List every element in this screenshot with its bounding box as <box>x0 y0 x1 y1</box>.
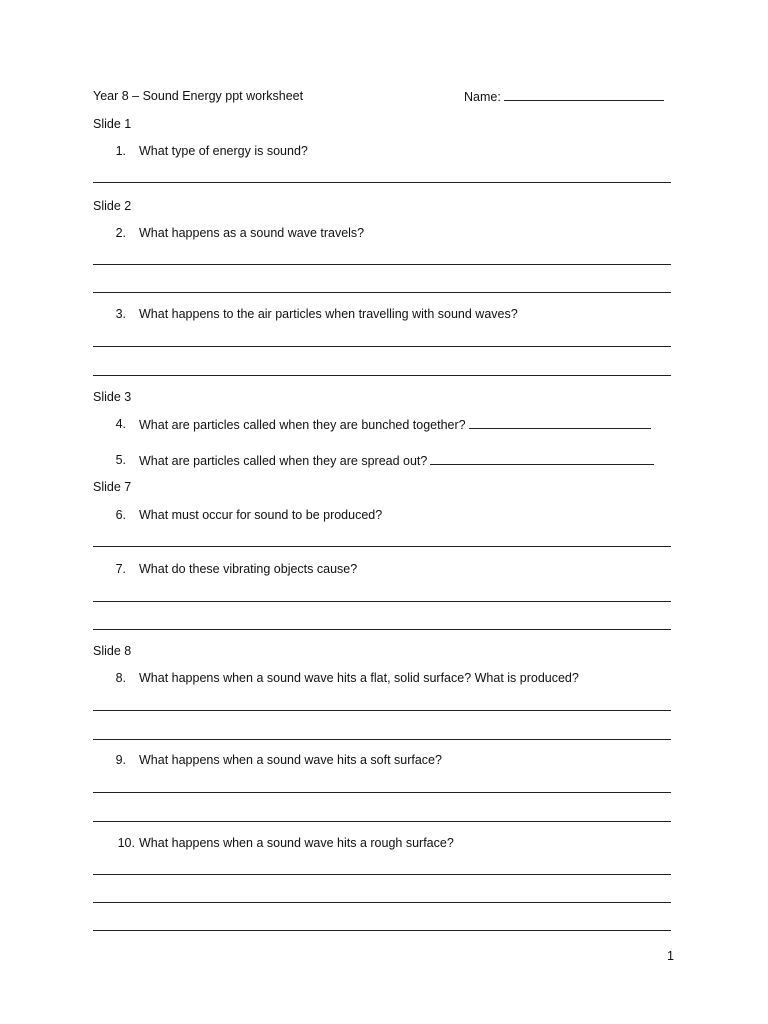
name-label: Name: <box>464 90 501 104</box>
question-5 <box>139 452 654 469</box>
question-text: What must occur for sound to be produced? <box>139 508 383 522</box>
answer-line[interactable] <box>93 546 671 547</box>
question-number: 5. <box>115 453 126 467</box>
section-heading-slide-3: Slide 3 <box>93 390 132 404</box>
answer-line[interactable] <box>93 375 671 376</box>
name-field[interactable] <box>464 88 664 105</box>
question-text: What happens when a sound wave hits a flat, solid surface? What is produced? <box>139 671 579 685</box>
section-heading-slide-1: Slide 1 <box>93 117 132 131</box>
question-text: What are particles called when they are bunched together? <box>139 418 466 432</box>
answer-line[interactable] <box>93 346 671 347</box>
question-number: 6. <box>115 508 126 522</box>
answer-line[interactable] <box>93 264 671 265</box>
answer-line[interactable] <box>93 601 671 602</box>
question-number: 8. <box>115 671 126 685</box>
question-number: 7. <box>115 562 126 576</box>
question-text: What happens when a sound wave hits a rough surface? <box>139 836 454 850</box>
section-heading-slide-2: Slide 2 <box>93 199 132 213</box>
answer-blank[interactable] <box>430 452 654 465</box>
question-number: 9. <box>115 753 126 767</box>
answer-line[interactable] <box>93 739 671 740</box>
question-text: What happens as a sound wave travels? <box>139 226 365 240</box>
question-text: What happens when a sound wave hits a soft surface? <box>139 753 442 767</box>
question-text: What happens to the air particles when travelling with sound waves? <box>139 307 518 321</box>
answer-line[interactable] <box>93 902 671 903</box>
answer-line[interactable] <box>93 821 671 822</box>
answer-line[interactable] <box>93 792 671 793</box>
section-heading-slide-7: Slide 7 <box>93 480 132 494</box>
question-number: 2. <box>115 226 126 240</box>
answer-line[interactable] <box>93 629 671 630</box>
question-text: What are particles called when they are spread out? <box>139 454 428 468</box>
question-4 <box>139 416 651 433</box>
question-text: What type of energy is sound? <box>139 144 308 158</box>
answer-blank[interactable] <box>469 416 651 429</box>
answer-line[interactable] <box>93 292 671 293</box>
answer-line[interactable] <box>93 930 671 931</box>
answer-line[interactable] <box>93 710 671 711</box>
question-number: 3. <box>115 307 126 321</box>
worksheet-title: Year 8 – Sound Energy ppt worksheet <box>93 89 304 103</box>
answer-line[interactable] <box>93 182 671 183</box>
question-text: What do these vibrating objects cause? <box>139 562 358 576</box>
answer-line[interactable] <box>93 874 671 875</box>
question-number: 1. <box>115 144 126 158</box>
section-heading-slide-8: Slide 8 <box>93 644 132 658</box>
page-number: 1 <box>667 949 674 963</box>
question-number: 10. <box>117 836 135 850</box>
question-number: 4. <box>115 417 126 431</box>
name-blank[interactable] <box>504 88 664 101</box>
